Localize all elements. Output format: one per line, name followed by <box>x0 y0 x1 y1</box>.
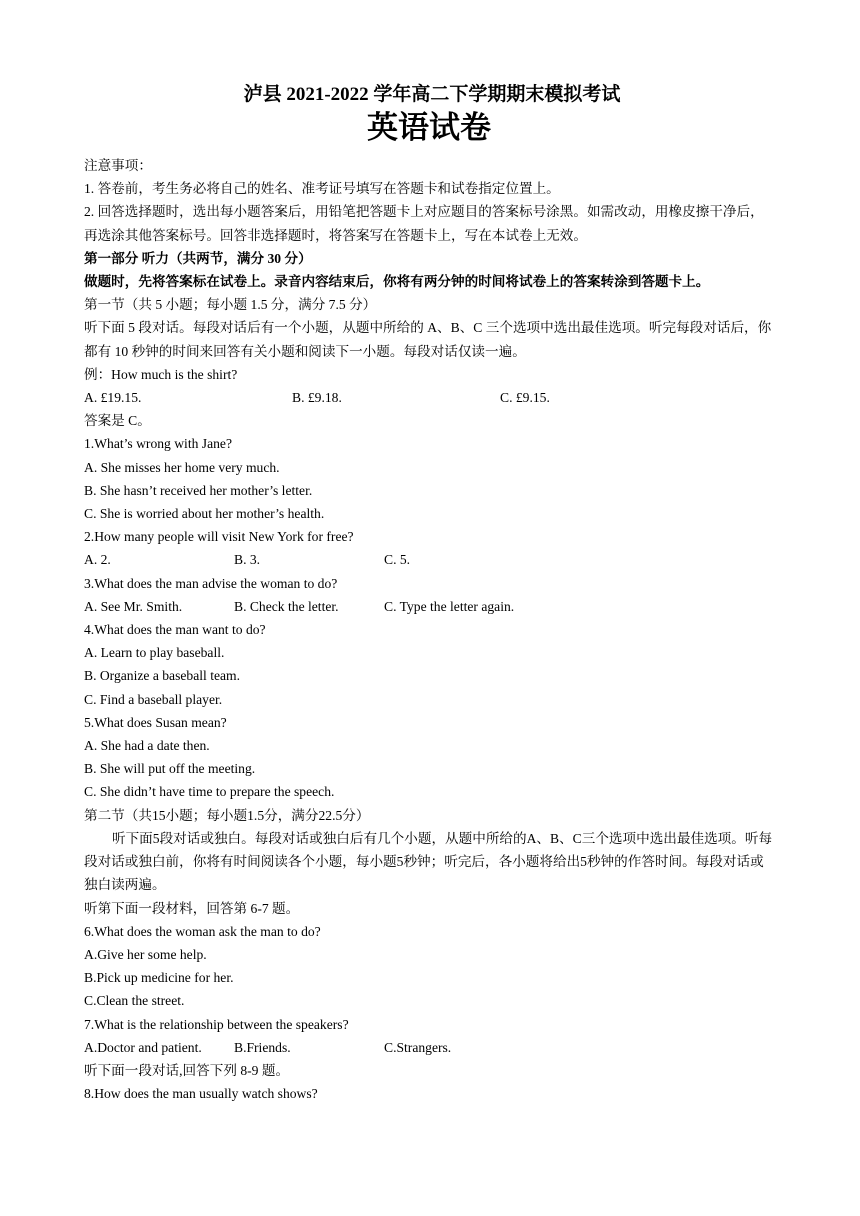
q6-option-a: A.Give her some help. <box>84 946 207 962</box>
q7-options <box>84 1036 774 1059</box>
q1-option-c: C. She is worried about her mother’s health. <box>84 506 325 522</box>
q7-option-c: C.Strangers. <box>384 1039 452 1055</box>
section2-lead-1: 听第下面一段材料，回答第 6-7 题。 <box>84 900 300 916</box>
q2-option-c: C. 5. <box>384 552 411 568</box>
example-options <box>84 386 774 409</box>
q3-option-a: A. See Mr. Smith. <box>84 598 183 614</box>
q4-option-a: A. Learn to play baseball. <box>84 645 225 661</box>
q6-option-b: B.Pick up medicine for her. <box>84 970 234 986</box>
q5-option-b: B. She will put off the meeting. <box>84 761 256 777</box>
q6-option-c: C.Clean the street. <box>84 993 185 1009</box>
section1-instruction: 听下面 5 段对话。每段对话后有一个小题，从题中所给的 A、B、C 三个选项中选出最佳选项。听完每段对话后，你都有 10 秒钟的时间来回答有关小题和阅读下一小题。每段对话仅读一遍。 <box>84 320 772 359</box>
subject-title: 英语试卷 <box>367 110 491 145</box>
q4-option-b: B. Organize a baseball team. <box>84 668 241 684</box>
q3-option-c: C. Type the letter again. <box>384 598 515 614</box>
question-1: 1.What’s wrong with Jane? <box>84 436 232 452</box>
question-3: 3.What does the man advise the woman to do? <box>84 575 338 591</box>
question-2: 2.How many people will visit New York for free? <box>84 529 354 545</box>
notes-heading: 注意事项： <box>84 158 152 173</box>
example-option-a: A. £19.15. <box>84 390 142 406</box>
q7-option-a: A.Doctor and patient. <box>84 1039 202 1055</box>
example-question: 例：How much is the shirt? <box>84 366 238 382</box>
question-5: 5.What does Susan mean? <box>84 714 227 730</box>
question-4: 4.What does the man want to do? <box>84 622 266 638</box>
notes-item-1: 1. 答卷前，考生务必将自己的姓名、准考证号填写在答题卡和试卷指定位置上。 <box>84 181 560 197</box>
section2-heading: 第二节（共15小题；每小题1.5分，满分22.5分） <box>84 807 370 823</box>
question-6: 6.What does the woman ask the man to do? <box>84 923 321 939</box>
q2-option-b: B. 3. <box>234 552 261 568</box>
q3-option-b: B. Check the letter. <box>234 598 339 614</box>
q4-option-c: C. Find a baseball player. <box>84 691 223 707</box>
notes-item-2: 2. 回答选择题时，选出每小题答案后，用铅笔把答题卡上对应题目的答案标号涂黑。如需改动，用橡皮擦干净后，再选涂其他答案标号。回答非选择题时，将答案写在答题卡上，写在本试卷上无效。 <box>84 204 764 243</box>
q3-options <box>84 595 774 618</box>
q7-option-b: B.Friends. <box>234 1039 291 1055</box>
page-content <box>84 82 774 1105</box>
q1-option-a: A. She misses her home very much. <box>84 459 280 475</box>
part1-instruction: 做题时，先将答案标在试卷上。录音内容结束后，你将有两分钟的时间将试卷上的答案转涂到答题卡上。 <box>84 274 710 290</box>
section1-heading: 第一节（共 5 小题；每小题 1.5 分，满分 7.5 分） <box>84 297 377 313</box>
exam-title: 泸县 2021-2022 学年高二下学期期末模拟考试 <box>243 84 621 105</box>
question-8: 8.How does the man usually watch shows? <box>84 1086 318 1102</box>
example-answer: 答案是 C。 <box>84 413 151 429</box>
q2-options <box>84 548 774 571</box>
q2-option-a: A. 2. <box>84 552 111 568</box>
section2-instruction: 听下面5段对话或独白。每段对话或独白后有几个小题，从题中所给的A、B、C三个选项中选出最佳选项。听每段对话或独白前，你将有时间阅读各个小题，每小题5秒钟；听完后，各小题将给出5秒钟的作答时间。每段对话或独白读两遍。 <box>84 830 773 893</box>
q5-option-c: C. She didn’t have time to prepare the speech. <box>84 784 335 800</box>
q1-option-b: B. She hasn’t received her mother’s letter. <box>84 482 313 498</box>
q5-option-a: A. She had a date then. <box>84 738 210 754</box>
section2-lead-2: 听下面一段对话,回答下列 8-9 题。 <box>84 1062 290 1078</box>
part1-heading: 第一部分 听力（共两节，满分 30 分） <box>84 250 312 266</box>
example-option-c: C. £9.15. <box>500 390 550 406</box>
question-7: 7.What is the relationship between the speakers? <box>84 1016 349 1032</box>
example-option-b: B. £9.18. <box>292 390 342 406</box>
